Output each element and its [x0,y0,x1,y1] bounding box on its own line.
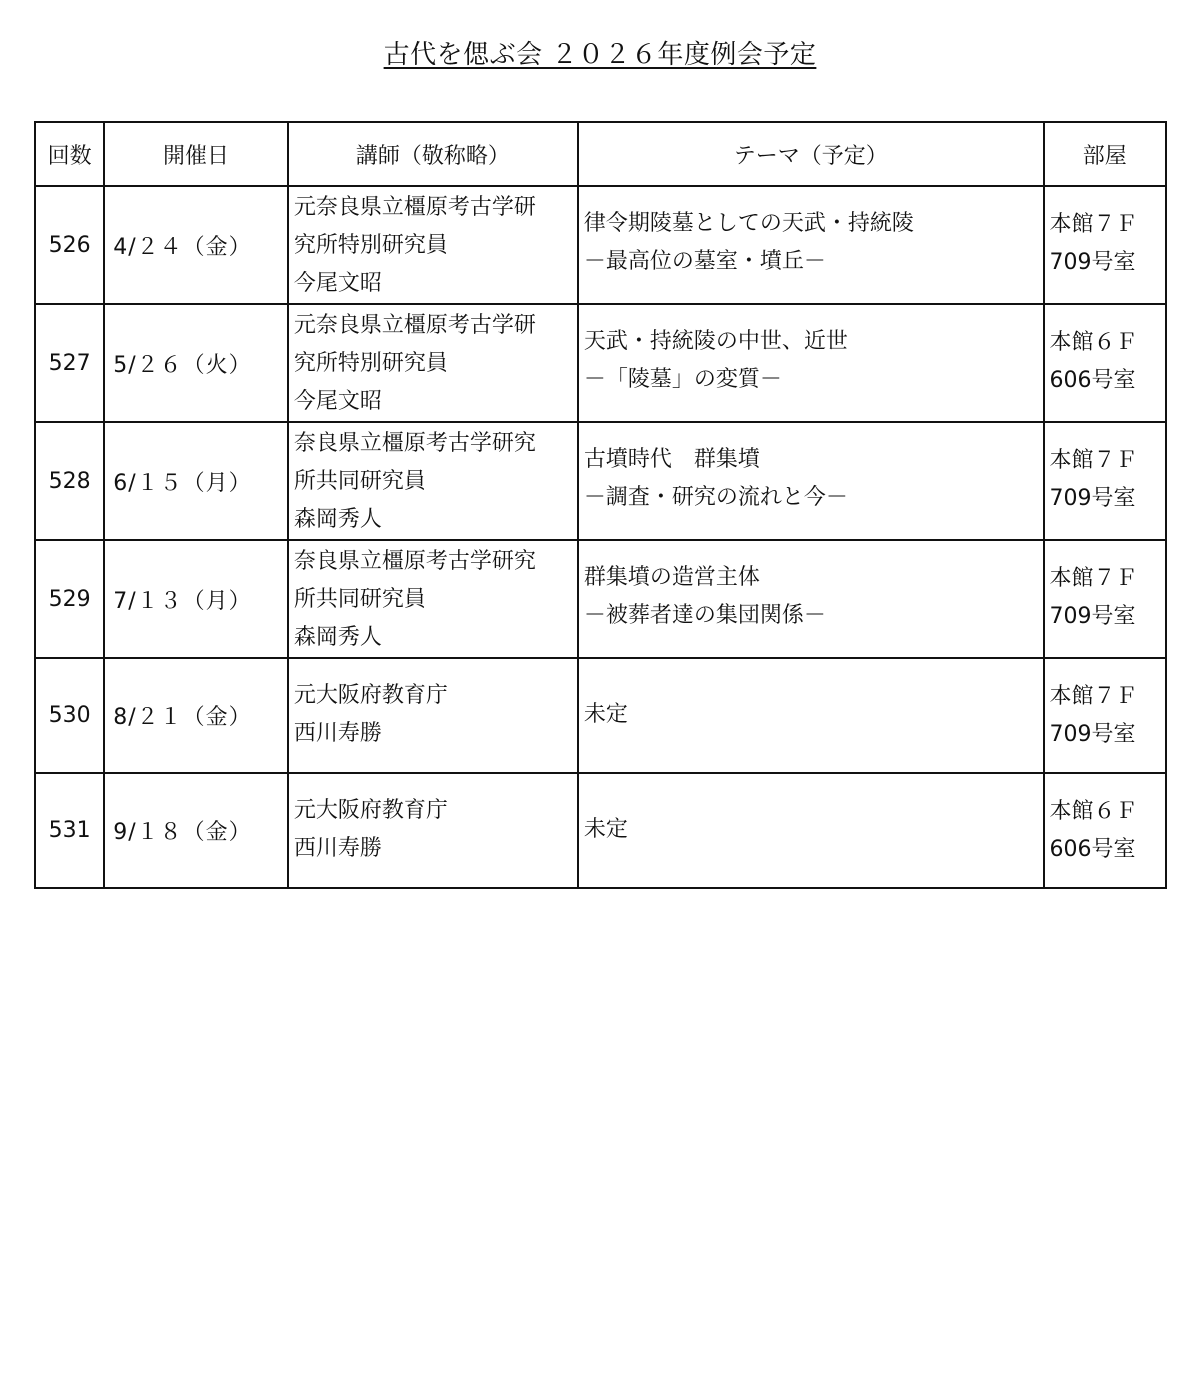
lecturer-line: 今尾文昭 [293,389,382,414]
room-line: 606号室 [1049,837,1136,862]
lecturer-cell [288,422,578,540]
room-line: 本館７Ｆ [1049,448,1138,473]
theme-line: 未定 [583,701,628,727]
session-number: 527 [35,304,104,422]
room-line: 709号室 [1049,486,1136,511]
room-line: 709号室 [1049,250,1136,275]
lecturer-line: 奈良県立橿原考古学研究 [293,431,536,456]
table-row [35,422,1166,540]
room-line: 本館７Ｆ [1049,566,1138,591]
lecturer-line: 元奈良県立橿原考古学研 [293,195,536,220]
table-row [35,540,1166,658]
page-title: 古代を偲ぶ会 ２０２６年度例会予定 [383,40,817,70]
theme-line: 未定 [583,816,628,842]
session-number: 531 [35,773,104,888]
room-line: 709号室 [1049,604,1136,629]
session-number: 529 [35,540,104,658]
lecturer-line: 森岡秀人 [293,507,382,532]
session-date: 6/１５（月） [104,422,288,540]
header-date: 開催日 [104,122,288,186]
header-room: 部屋 [1044,122,1166,186]
table-row [35,658,1166,773]
theme-cell [578,540,1044,658]
room-cell [1044,658,1166,773]
session-number: 530 [35,658,104,773]
lecturer-line: 究所特別研究員 [293,351,448,376]
lecturer-cell [288,186,578,304]
room-cell [1044,422,1166,540]
theme-line: －「陵墓」の変質－ [583,366,782,392]
lecturer-cell [288,658,578,773]
room-cell [1044,773,1166,888]
lecturer-line: 所共同研究員 [293,587,426,612]
theme-line: 古墳時代 群集墳 [583,446,760,472]
lecturer-line: 元大阪府教育庁 [293,682,448,708]
lecturer-line: 所共同研究員 [293,469,426,494]
room-line: 本館６Ｆ [1049,799,1138,824]
room-cell [1044,186,1166,304]
lecturer-cell [288,773,578,888]
session-number: 528 [35,422,104,540]
session-date: 9/１８（金） [104,773,288,888]
table-row [35,304,1166,422]
table-row [35,186,1166,304]
theme-cell [578,186,1044,304]
header-no: 回数 [35,122,104,186]
lecturer-line: 元奈良県立橿原考古学研 [293,313,536,338]
session-date: 4/２４（金） [104,186,288,304]
room-line: 606号室 [1049,368,1136,393]
theme-cell [578,658,1044,773]
theme-cell [578,304,1044,422]
room-line: 本館６Ｆ [1049,330,1138,355]
room-cell [1044,540,1166,658]
theme-line: －被葬者達の集団関係－ [583,602,826,628]
room-line: 本館７Ｆ [1049,212,1138,237]
theme-line: 天武・持統陵の中世、近世 [583,328,848,354]
theme-line: －最高位の墓室・墳丘－ [583,248,826,274]
lecturer-line: 元大阪府教育庁 [293,797,448,823]
lecturer-line: 西川寿勝 [293,720,382,746]
session-date: 7/１３（月） [104,540,288,658]
session-number: 526 [35,186,104,304]
theme-line: 律令期陵墓としての天武・持統陵 [583,210,914,236]
session-date: 5/２６（火） [104,304,288,422]
room-line: 709号室 [1049,722,1136,747]
theme-cell [578,773,1044,888]
lecturer-cell [288,304,578,422]
lecturer-line: 西川寿勝 [293,835,382,861]
room-cell [1044,304,1166,422]
lecturer-line: 今尾文昭 [293,271,382,296]
lecturer-cell [288,540,578,658]
header-lecturer: 講師（敬称略） [288,122,578,186]
lecturer-line: 森岡秀人 [293,625,382,650]
schedule-table [34,121,1167,889]
header-row [35,122,1166,186]
table-row [35,773,1166,888]
room-line: 本館７Ｆ [1049,684,1138,709]
lecturer-line: 究所特別研究員 [293,233,448,258]
session-date: 8/２１（金） [104,658,288,773]
header-theme: テーマ（予定） [578,122,1044,186]
lecturer-line: 奈良県立橿原考古学研究 [293,549,536,574]
theme-line: －調査・研究の流れと今－ [583,484,848,510]
theme-line: 群集墳の造営主体 [583,564,760,590]
theme-cell [578,422,1044,540]
